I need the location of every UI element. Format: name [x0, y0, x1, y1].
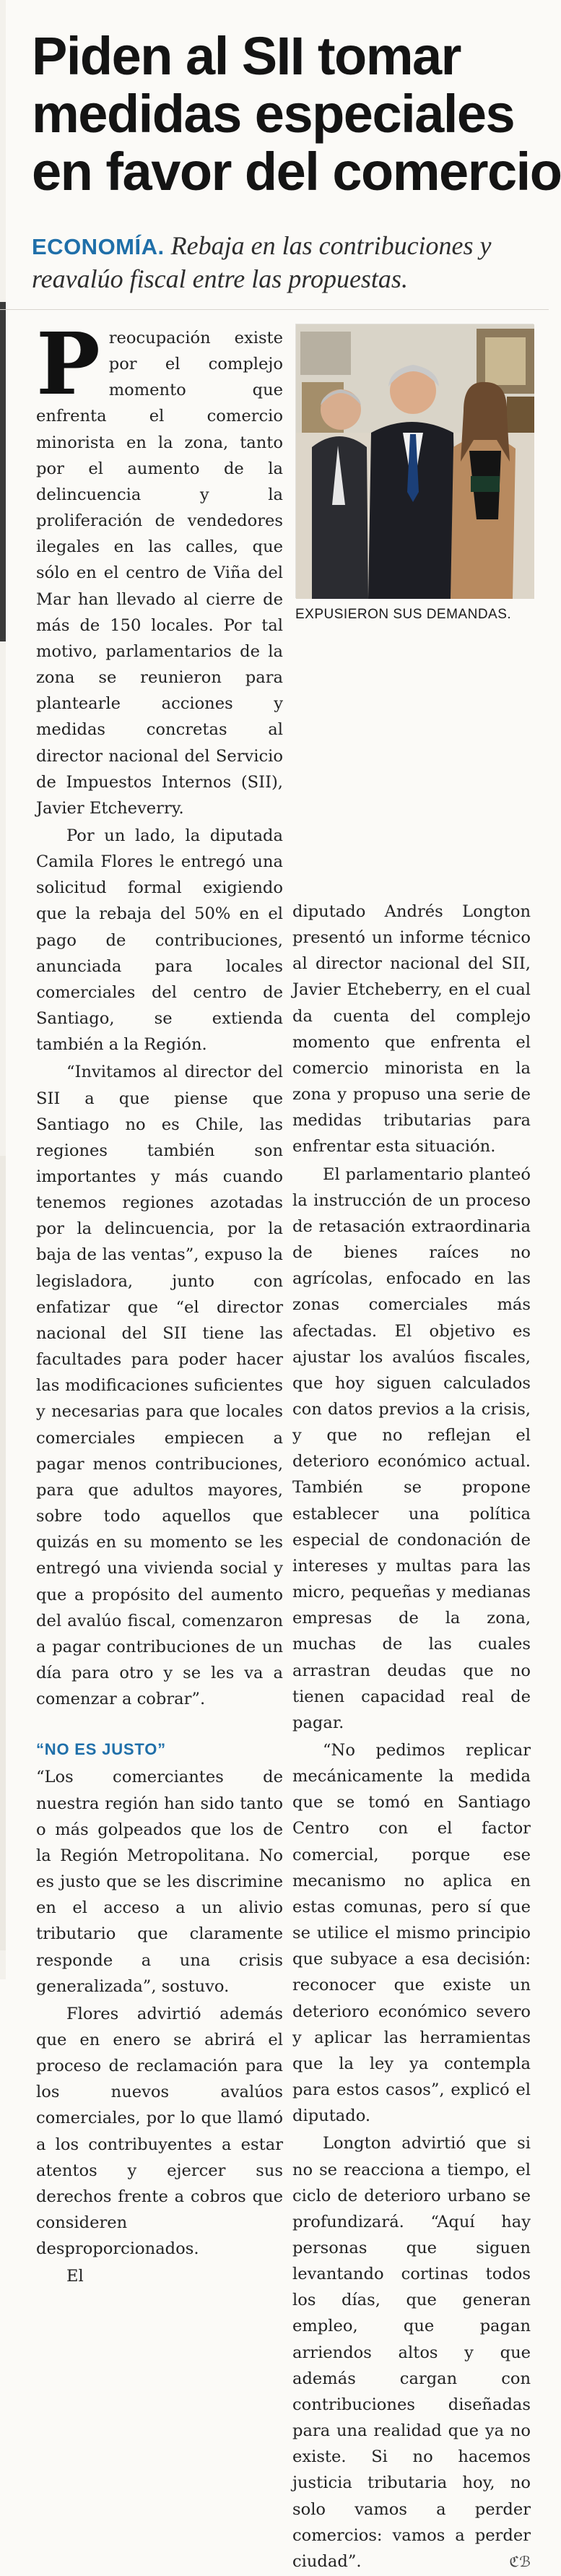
paragraph-9: [292, 2130, 531, 2575]
paragraph-6-continued: diputado Andrés Longton presentó un informe técnico al director nacional del SII, Javier Etcheberry, en el cual da cuenta del complejo momento que enfrenta el comercio minorista en la zona y propuso una serie de medidas tributarias para enfrentar esta situación.: [292, 902, 531, 1157]
headline: [32, 26, 561, 202]
paragraph-4: “Los comerciantes de nuestra región han sido tanto o más golpeados que los de la Región Metropolitana. No es justo que se les discrimine en el acceso a un alivio tributario que claramente responde a una crisis generalizada”, sostuvo.: [36, 1768, 283, 1996]
paragraph-8: “No pedimos replicar mecánicamente la medida que se tomó en Santiago Centro con el factor comercial, porque ese mecanismo no aplica en estas comunas, pero sí que se utilice el mismo principio que subyace a esa decisión: reconocer que existe un deterioro económico severo y aplicar las herramientas que la ley ya contempla para estos casos”, explicó el diputado.: [292, 1741, 531, 2126]
deck-text: Rebaja en las contribuciones y reavalúo fiscal entre las propuestas.: [32, 231, 492, 293]
headline-line-2: medidas especiales: [32, 84, 515, 144]
paragraph-6: El: [66, 2267, 84, 2286]
page-edge: [0, 0, 6, 1979]
headline-line-1: Piden al SII tomar: [32, 26, 461, 86]
paragraph-5: Flores advirtió además que en enero se abrirá el proceso de reclamación para los nuevos avalúos comerciales, por lo que llamó a los contribuyentes a estar atentos y ejercer sus derechos frente a cobros que consideren desproporcionados.: [36, 2004, 283, 2259]
photo-illustration: [296, 324, 534, 599]
paragraph-7: El parlamentario planteó la instrucción de un proceso de retasación extraordinaria de bienes raíces no agrícolas, enfocado en las zonas comerciales más afectadas. El objetivo es ajustar los avalúos fiscales, que hoy siguen calculados con datos previos a la crisis, y que no reflejan el deterioro económico actual. También se propone establecer una política especial de condonación de intereses y multas para las micro, pequeñas y medianas empresas de la zona, muchas de las cuales arrastran deudas que no tienen capacidad real de pagar.: [292, 1164, 531, 1732]
page-edge-image: [0, 302, 6, 641]
paragraph-3: “Invitamos al director del SII a que piense que Santiago no es Chile, las regiones también son importantes y más cuando tenemos regiones azotadas por la delincuencia, por la baja de las ventas”, expuso la legisladora, junto con enfatizar que “el director nacional del SII tiene las facultades para poder hacer las modificaciones suficientes y necesarias para que locales comerciales empiecen a pagar menos contribuciones, para que adultos mayores, sobre todo aquellos que quizás en su momento se les entregó una vivienda social y que a propósito del aumento del avalúo fiscal, comenzaron a pagar contribuciones de un día para otro y se les va a comenzar a cobrar”.: [36, 1063, 283, 1709]
subhead: “NO ES JUSTO”: [36, 1740, 166, 1759]
page-edge-text: [0, 1156, 6, 1950]
end-mark: ℭℬ: [509, 2552, 531, 2570]
divider: [0, 309, 549, 310]
body-column-1: [36, 314, 283, 2291]
body-column-2: [292, 899, 531, 2576]
headline-line-3: en favor del comercio: [32, 142, 561, 202]
section-label: ECONOMÍA.: [32, 234, 165, 259]
lead-paragraph: [36, 314, 283, 821]
deck: [32, 230, 537, 295]
photo-caption: EXPUSIERON SUS DEMANDAS.: [295, 607, 512, 622]
paragraph-9-text: Longton advirtió que si no se reacciona a tiempo, el ciclo de deterioro urbano se profundizará. “Aquí hay personas que siguen levantando cortinas todos los días, que generan empleo, que pagan arriendos altos y que además cargan con contribuciones diseñadas para una realidad que ya no existe. Si no hacemos justicia tributaria hoy, no solo vamos a perder comercios: vamos a perder ciudad”.: [292, 2134, 531, 2571]
lead-text: reocupación existe por el complejo momento que enfrenta el comercio minorista en la zona, tanto por el aumento de la delincuencia y la proliferación de vendedores ilegales en las calles, que sólo en el centro de Viña del Mar han llevado al cierre de más de 150 locales. Por tal motivo, parlamentarios de la zona se reunieron para plantearle acciones y medidas concretas al director nacional del Servicio de Impuestos Internos (SII), Javier Etcheverry.: [36, 329, 283, 818]
drop-cap: P: [36, 314, 100, 414]
article-photo: [295, 324, 534, 598]
paragraph-2: Por un lado, la diputada Camila Flores le entregó una solicitud formal exigiendo que la rebaja del 50% en el pago de contribuciones, anunciada para locales comerciales del centro de Santiago, se extienda también a la Región.: [36, 826, 283, 1055]
